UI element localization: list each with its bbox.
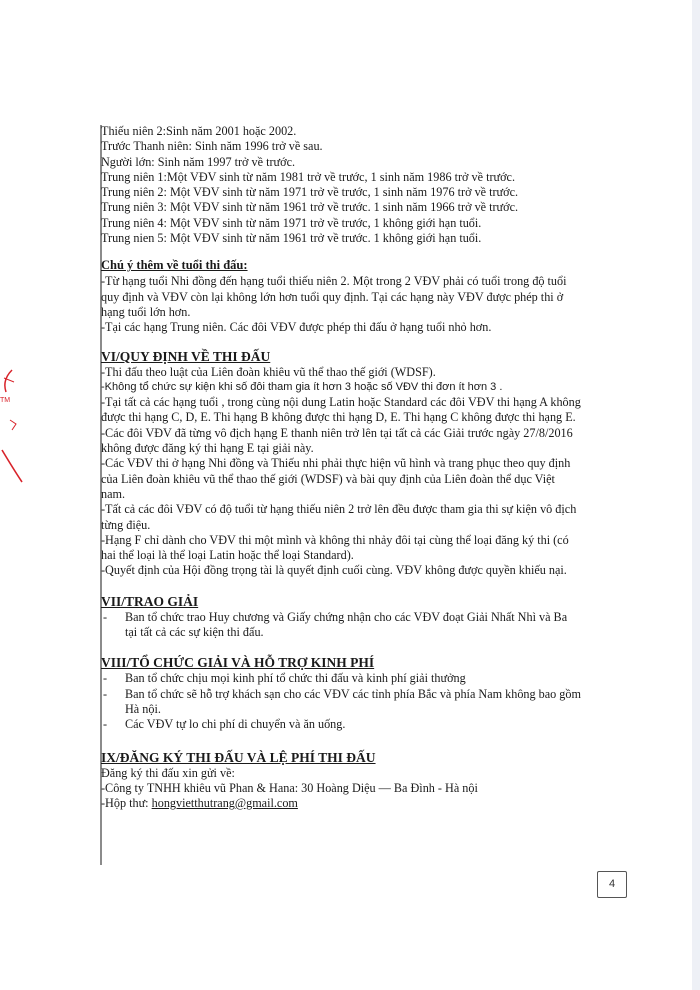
rule-item: -Các VĐV thi ở hạng Nhi đồng và Thiếu nhi phải thực hiện vũ hình và trang phục theo quy định của Liên đoàn khiêu vũ thể thao thế giới (WDSF) và bài quy định của Liên đoàn thể dục Việt nam. <box>101 456 571 501</box>
svg-text:TM: TM <box>0 397 11 404</box>
scan-edge <box>692 0 700 990</box>
mailbox-line <box>101 796 581 811</box>
bullet-mark: - <box>103 717 108 732</box>
age-list <box>101 124 581 246</box>
rule-item: -Các đôi VĐV đã từng vô địch hạng E thanh niên trở lên tại tất cả các Giải trước ngày 27/8/2016 không được đăng ký thi hạng E tại giải này. <box>101 425 573 456</box>
company-address: -Công ty TNHH khiêu vũ Phan & Hana: 30 Hoàng Diệu — Ba Đình - Hà nội <box>101 780 478 795</box>
age-line: Người lớn: Sinh năm 1997 trở về trước. <box>101 154 296 169</box>
note-paragraph: -Từ hạng tuổi Nhi đồng đến hạng tuổi thiếu niên 2. Một trong 2 VĐV phải có tuổi trong độ tuổi quy định và VĐV còn lại không lớn hơn tuổi quy định. Tại các hạng này VĐV được phép thi ở hạng tuổi lớn hơn. <box>101 274 567 319</box>
award-text: Ban tổ chức trao Huy chương và Giấy chứng nhận cho các VĐV đoạt Giải Nhất Nhì và Ba tại tất cả các sự kiện thi đấu. <box>125 609 568 640</box>
bullet-mark: - <box>103 686 108 701</box>
age-line: Thiếu niên 2:Sinh năm 2001 hoặc 2002. <box>101 124 297 138</box>
age-line: Trung nien 5: Một VĐV sinh từ năm 1961 trở về trước. 1 không giới hạn tuổi. <box>101 231 482 246</box>
funding-text: Ban tổ chức chịu mọi kinh phí tổ chức thi đấu và kinh phí giải thưởng <box>125 671 466 686</box>
age-line: Trung niên 2: Một VĐV sinh từ năm 1971 trở về trước, 1 sinh năm 1976 trở về trước. <box>101 185 519 200</box>
rule-item: -Quyết định của Hội đồng trọng tài là quyết định cuối cùng. VĐV không được quyền khiếu nại. <box>101 563 567 578</box>
rule-item: -Tại tất cả các hạng tuổi , trong cùng nội dung Latin hoặc Standard các đôi VĐV thi hạng A không được thi hạng C, D, E. Thi hạng B không được thi hạng D, E. Thi hạng C không được thi hạng E. <box>101 395 581 425</box>
funding-item <box>101 687 581 718</box>
funding-text: Ban tổ chức sẽ hỗ trợ khách sạn cho các VĐV các tỉnh phía Bắc và phía Nam không bao gồm Hà nội. <box>125 686 581 716</box>
rule-item: -Thi đấu theo luật của Liên đoàn khiêu vũ thể thao thế giới (WDSF). <box>101 364 436 379</box>
funding-text: Các VĐV tự lo chi phí di chuyển và ăn uống. <box>125 717 346 732</box>
mailbox-label: -Hộp thư: <box>101 796 152 811</box>
age-line: Trung niên 1:Một VĐV sinh từ năm 1981 trở về trước, 1 sinh năm 1986 trở về trước. <box>101 169 516 184</box>
section-6-list <box>101 365 581 579</box>
age-line: Trung niên 3: Một VĐV sinh từ năm 1961 trở về trước. 1 sinh năm 1966 trở về trước. <box>101 200 519 215</box>
registration-line: Đăng ký thi đấu xin gửi về: <box>101 765 235 780</box>
page-content <box>101 124 581 811</box>
rule-item: -Hạng F chỉ dành cho VĐV thi một mình và không thi nhảy đôi tại cùng thể loại đăng ký thi (có hai thể loại là thể loại Latin hoặc thể loại Standard). <box>101 532 569 563</box>
age-line: Trước Thanh niên: Sinh năm 1996 trở về sau. <box>101 139 323 154</box>
award-item <box>101 610 581 641</box>
bullet-mark: - <box>103 609 108 624</box>
rule-item: -Không tổ chức sự kiện khi số đôi tham gia ít hơn 3 hoặc số VĐV thi đơn ít hơn 3 . <box>101 380 503 393</box>
bullet-mark: - <box>103 671 108 686</box>
section-7-heading: VII/TRAO GIẢI <box>101 593 199 609</box>
page-number: 4 <box>597 871 627 898</box>
section-8-heading: VIII/TỔ CHỨC GIẢI VÀ HỖ TRỢ KINH PHÍ <box>101 655 375 671</box>
rule-item: -Tất cả các đôi VĐV có độ tuổi từ hạng thiếu niên 2 trở lên đều được tham gia thi sự kiện vô địch từng điệu. <box>101 502 577 532</box>
note-paragraph: -Tại các hạng Trung niên. Các đôi VĐV được phép thi đấu ở hạng tuổi nhỏ hơn. <box>101 320 492 335</box>
funding-item <box>101 717 581 732</box>
note-heading: Chú ý thêm về tuổi thi đấu: <box>101 258 248 273</box>
section-9-heading: IX/ĐĂNG KÝ THI ĐẤU VÀ LỆ PHÍ THI ĐẤU <box>101 749 376 765</box>
funding-item <box>101 671 581 686</box>
age-line: Trung niên 4: Một VĐV sinh từ năm 1971 trở về trước, 1 không giới hạn tuổi. <box>101 215 482 230</box>
red-stamp-fragment <box>0 360 30 490</box>
email-link[interactable]: hongvietthutrang@gmail.com <box>151 796 298 811</box>
section-6-heading: VI/QUY ĐỊNH VỀ THI ĐẤU <box>101 348 271 364</box>
